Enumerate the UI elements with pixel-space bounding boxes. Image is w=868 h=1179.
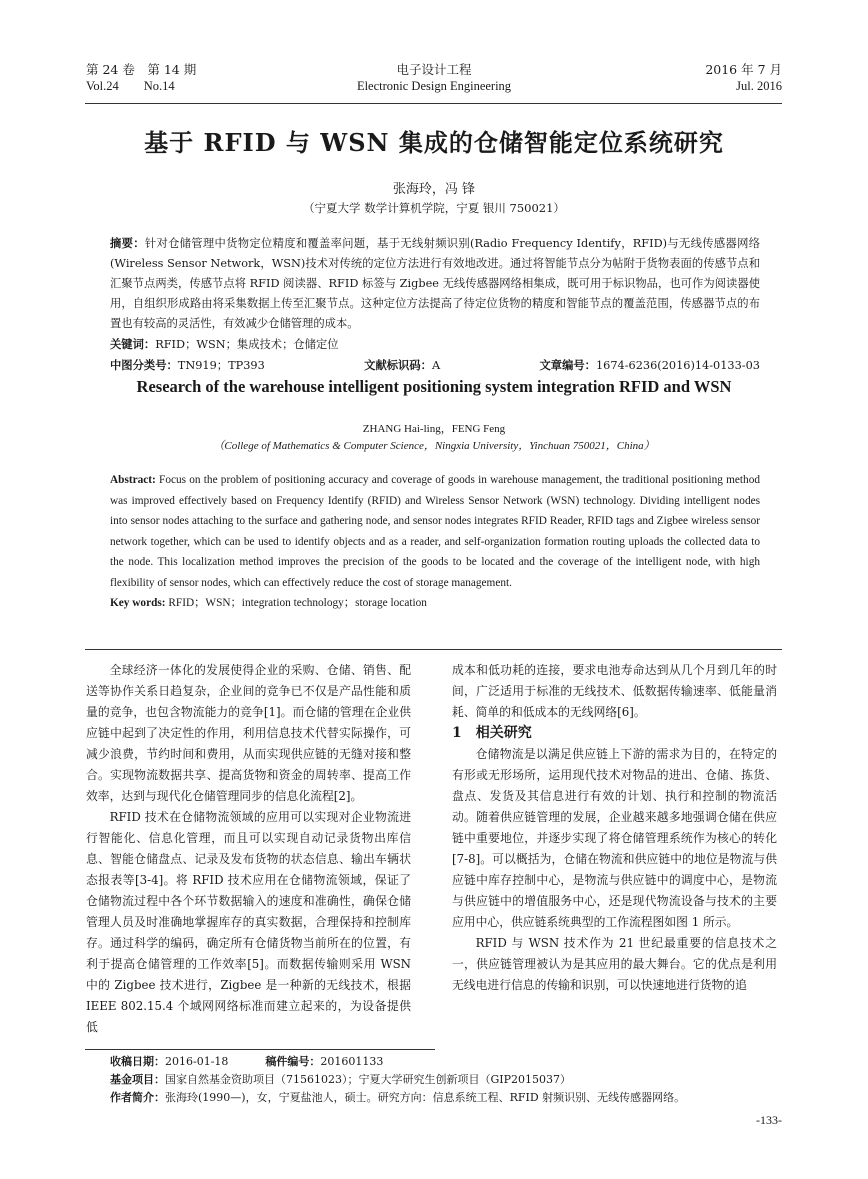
doc-value: A xyxy=(431,359,441,372)
abstract-cn-text: 针对仓储管理中货物定位精度和覆盖率问题，基于无线射频识别(Radio Frequency Identify，RFID)与无线传感器网络(Wireless Sensor Network，WSN)技术对传统的定位方法进行有效地改进。通过将智能节点分为帖附于货物表面的传感节点和汇聚节点两类，传感节点将 RFID 阅读器、RFID 标签与 Zigbee 无线传感器网络相集成，既可用于标识物品，也可作为阅读器使用，自组织形成路由将采集数据上传至汇聚节点。这种定位方法提高了待定位货物的精度和智能节点的覆盖范围，传感器节点的布置也有较高的灵活性，有效减少仓储管理的成本。 xyxy=(110,237,760,330)
section-divider xyxy=(85,649,782,650)
doc-code xyxy=(364,355,440,376)
journal-date xyxy=(600,62,782,94)
date-cn: 2016 年 7 月 xyxy=(705,62,782,77)
affiliation-cn: （宁夏大学 数学计算机学院，宁夏 银川 750021） xyxy=(303,201,565,215)
authors-en: ZHANG Hai-ling，FENG Feng xyxy=(362,423,506,435)
volume-cn: 第 24 卷 第 14 期 xyxy=(86,62,197,77)
body-paragraph-continued: 成本和低功耗的连接，要求电池寿命达到从几个月到几年的时间，广泛适用于标准的无线技术、低数据传输速率、低能量消耗、简单的和低成本的无线网络[6]。 xyxy=(452,663,777,719)
article-number xyxy=(539,355,760,376)
received-line xyxy=(110,1054,770,1070)
journal-name-en: Electronic Design Engineering xyxy=(356,79,512,93)
bio-text: 张海玲(1990—)，女，宁夏盐池人，硕士。研究方向：信息系统工程、RFID 射频识别、无线传感器网络。 xyxy=(165,1091,686,1104)
page-number: -133- xyxy=(756,1113,782,1127)
received-label: 收稿日期： xyxy=(110,1055,165,1068)
clc-value: TN919；TP393 xyxy=(177,359,265,372)
keywords-cn-label: 关键词： xyxy=(110,337,156,351)
body-paragraph: 全球经济一体化的发展使得企业的采购、仓储、销售、配送等协作关系日趋复杂，企业间的竞争已不仅是产品性能和质量的竞争，也包含物流能力的竞争[1]。而仓储的管理在企业供应链中起到了决定性的作用，利用信息技术代替实际操作，可减少浪费，节约时间和费用，从而实现供应链的无缝对接和整合。实现物流数据共享、提高货物和资金的周转率、提高工作效率，达到与现代化仓储管理同步的信息化流程[2]。 xyxy=(86,663,411,803)
abstract-cn xyxy=(110,233,760,376)
body-left-column xyxy=(86,660,411,1038)
authors-cn: 张海玲，冯 锋 xyxy=(392,182,476,197)
affiliation-en: （College of Mathematics & Computer Science，Ningxia University，Yinchuan 750021，China） xyxy=(213,440,655,452)
article-label: 文章编号： xyxy=(539,358,596,372)
abstract-en-label: Abstract: xyxy=(110,474,156,486)
section-heading: 1 相关研究 xyxy=(452,725,532,741)
body-right-column xyxy=(452,660,777,996)
body-paragraph: 仓储物流是以满足供应链上下游的需求为目的，在特定的有形或无形场所，运用现代技术对物品的进出、仓储、拣货、盘点、发货及其信息进行有效的计划、执行和控制的物流活动。随着供应链管理的发展，企业越来越多地强调仓储在供应链中重要地位，并逐步实现了将仓储管理系统作为核心的转化[7-8]。可以概括为，仓储在物流和供应链中的地位是物流与供应链中库存控制中心，是物流与供应链中的调度中心，是物流与供应链中的增值服务中心，还是现代物流设备与技术的主要应用中心，供应链系统典型的工作流程图如图 1 所示。 xyxy=(452,747,777,929)
article-value: 1674-6236(2016)14-0133-03 xyxy=(595,359,760,372)
doc-label: 文献标识码： xyxy=(364,358,432,372)
footnote-rule xyxy=(85,1049,435,1050)
keywords-cn xyxy=(110,334,760,355)
journal-name-cn: 电子设计工程 xyxy=(396,62,472,77)
abstract-en-text: Focus on the problem of positioning accuracy and coverage of goods in warehouse management, the traditional positioning method was improved effectively based on Frequency Identify (RFID) and Wireless Sensor Network (WSN) technology. Dividing intelligent nodes into sensor nodes attaching to the surface and gathering node, and sensor nodes integrates RFID Reader, RFID tags and Zigbee wireless sensor network together, which can be used to identify objects and as a reader, and self-organization formation routing uploads the collected data to the node. This localization method improves the precision of the goods to be located and the coverage of the intelligent node, with high flexibility of sensor nodes, which can effectively reduce the cost of storage management. xyxy=(110,474,760,589)
keywords-en xyxy=(110,593,760,614)
title-cn: 基于 RFID 与 WSN 集成的仓储智能定位系统研究 xyxy=(144,128,724,157)
body-paragraph: RFID 与 WSN 技术作为 21 世纪最重要的信息技术之一，供应链管理被认为是其应用的最大舞台。它的优点是利用无线电进行信息的传输和识别，可以快速地进行货物的追 xyxy=(452,936,777,992)
fund-text: 国家自然基金资助项目（71561023）；宁夏大学研究生创新项目（GIP2015037） xyxy=(165,1073,572,1086)
body-paragraph: RFID 技术在仓储物流领域的应用可以实现对企业物流进行智能化、信息化管理，而且可以实现自动记录货物出库信息、智能仓储盘点、记录及发布货物的状态信息、输出车辆状态报表等[3-4]。将 RFID 技术应用在仓储物流领域，保证了仓储物流过程中各个环节数据输入的速度和准确性，确保仓储管理人员及时准确地掌握库存的真实数据，合理保持和控制库存。通过科学的编码，确定所有仓储货物当前所在的位置，有利于提高仓储管理的工作效率[5]。而数据传输则采用 WSN 中的 Zigbee 技术进行，Zigbee 是一种新的无线技术，根据 IEEE 802.15.4 个域网网络标准而建立起来的，为设备提供低 xyxy=(86,810,411,1034)
abstract-cn-label: 摘要： xyxy=(110,236,145,250)
fund-label: 基金项目： xyxy=(110,1073,165,1086)
keywords-en-label: Key words: xyxy=(110,597,166,609)
bio-label: 作者简介： xyxy=(110,1091,165,1104)
fund-line xyxy=(110,1072,770,1088)
abstract-en xyxy=(110,470,760,614)
keywords-cn-text: RFID；WSN；集成技术；仓储定位 xyxy=(155,338,339,351)
keywords-en-text: RFID；WSN；integration technology；storage location xyxy=(168,597,427,609)
manuscript-number: 201601133 xyxy=(320,1055,384,1068)
title-en: Research of the warehouse intelligent positioning system integration RFID and WSN xyxy=(136,377,732,396)
clc xyxy=(110,355,265,376)
author-bio-line xyxy=(110,1090,770,1106)
volume-en: Vol.24 No.14 xyxy=(86,79,175,93)
received-date: 2016-01-18 xyxy=(165,1055,229,1068)
manuscript-label: 稿件编号： xyxy=(265,1055,321,1068)
date-en: Jul. 2016 xyxy=(736,79,782,93)
classification-line xyxy=(110,355,760,376)
header-rule xyxy=(85,103,782,104)
clc-label: 中图分类号： xyxy=(110,358,178,372)
